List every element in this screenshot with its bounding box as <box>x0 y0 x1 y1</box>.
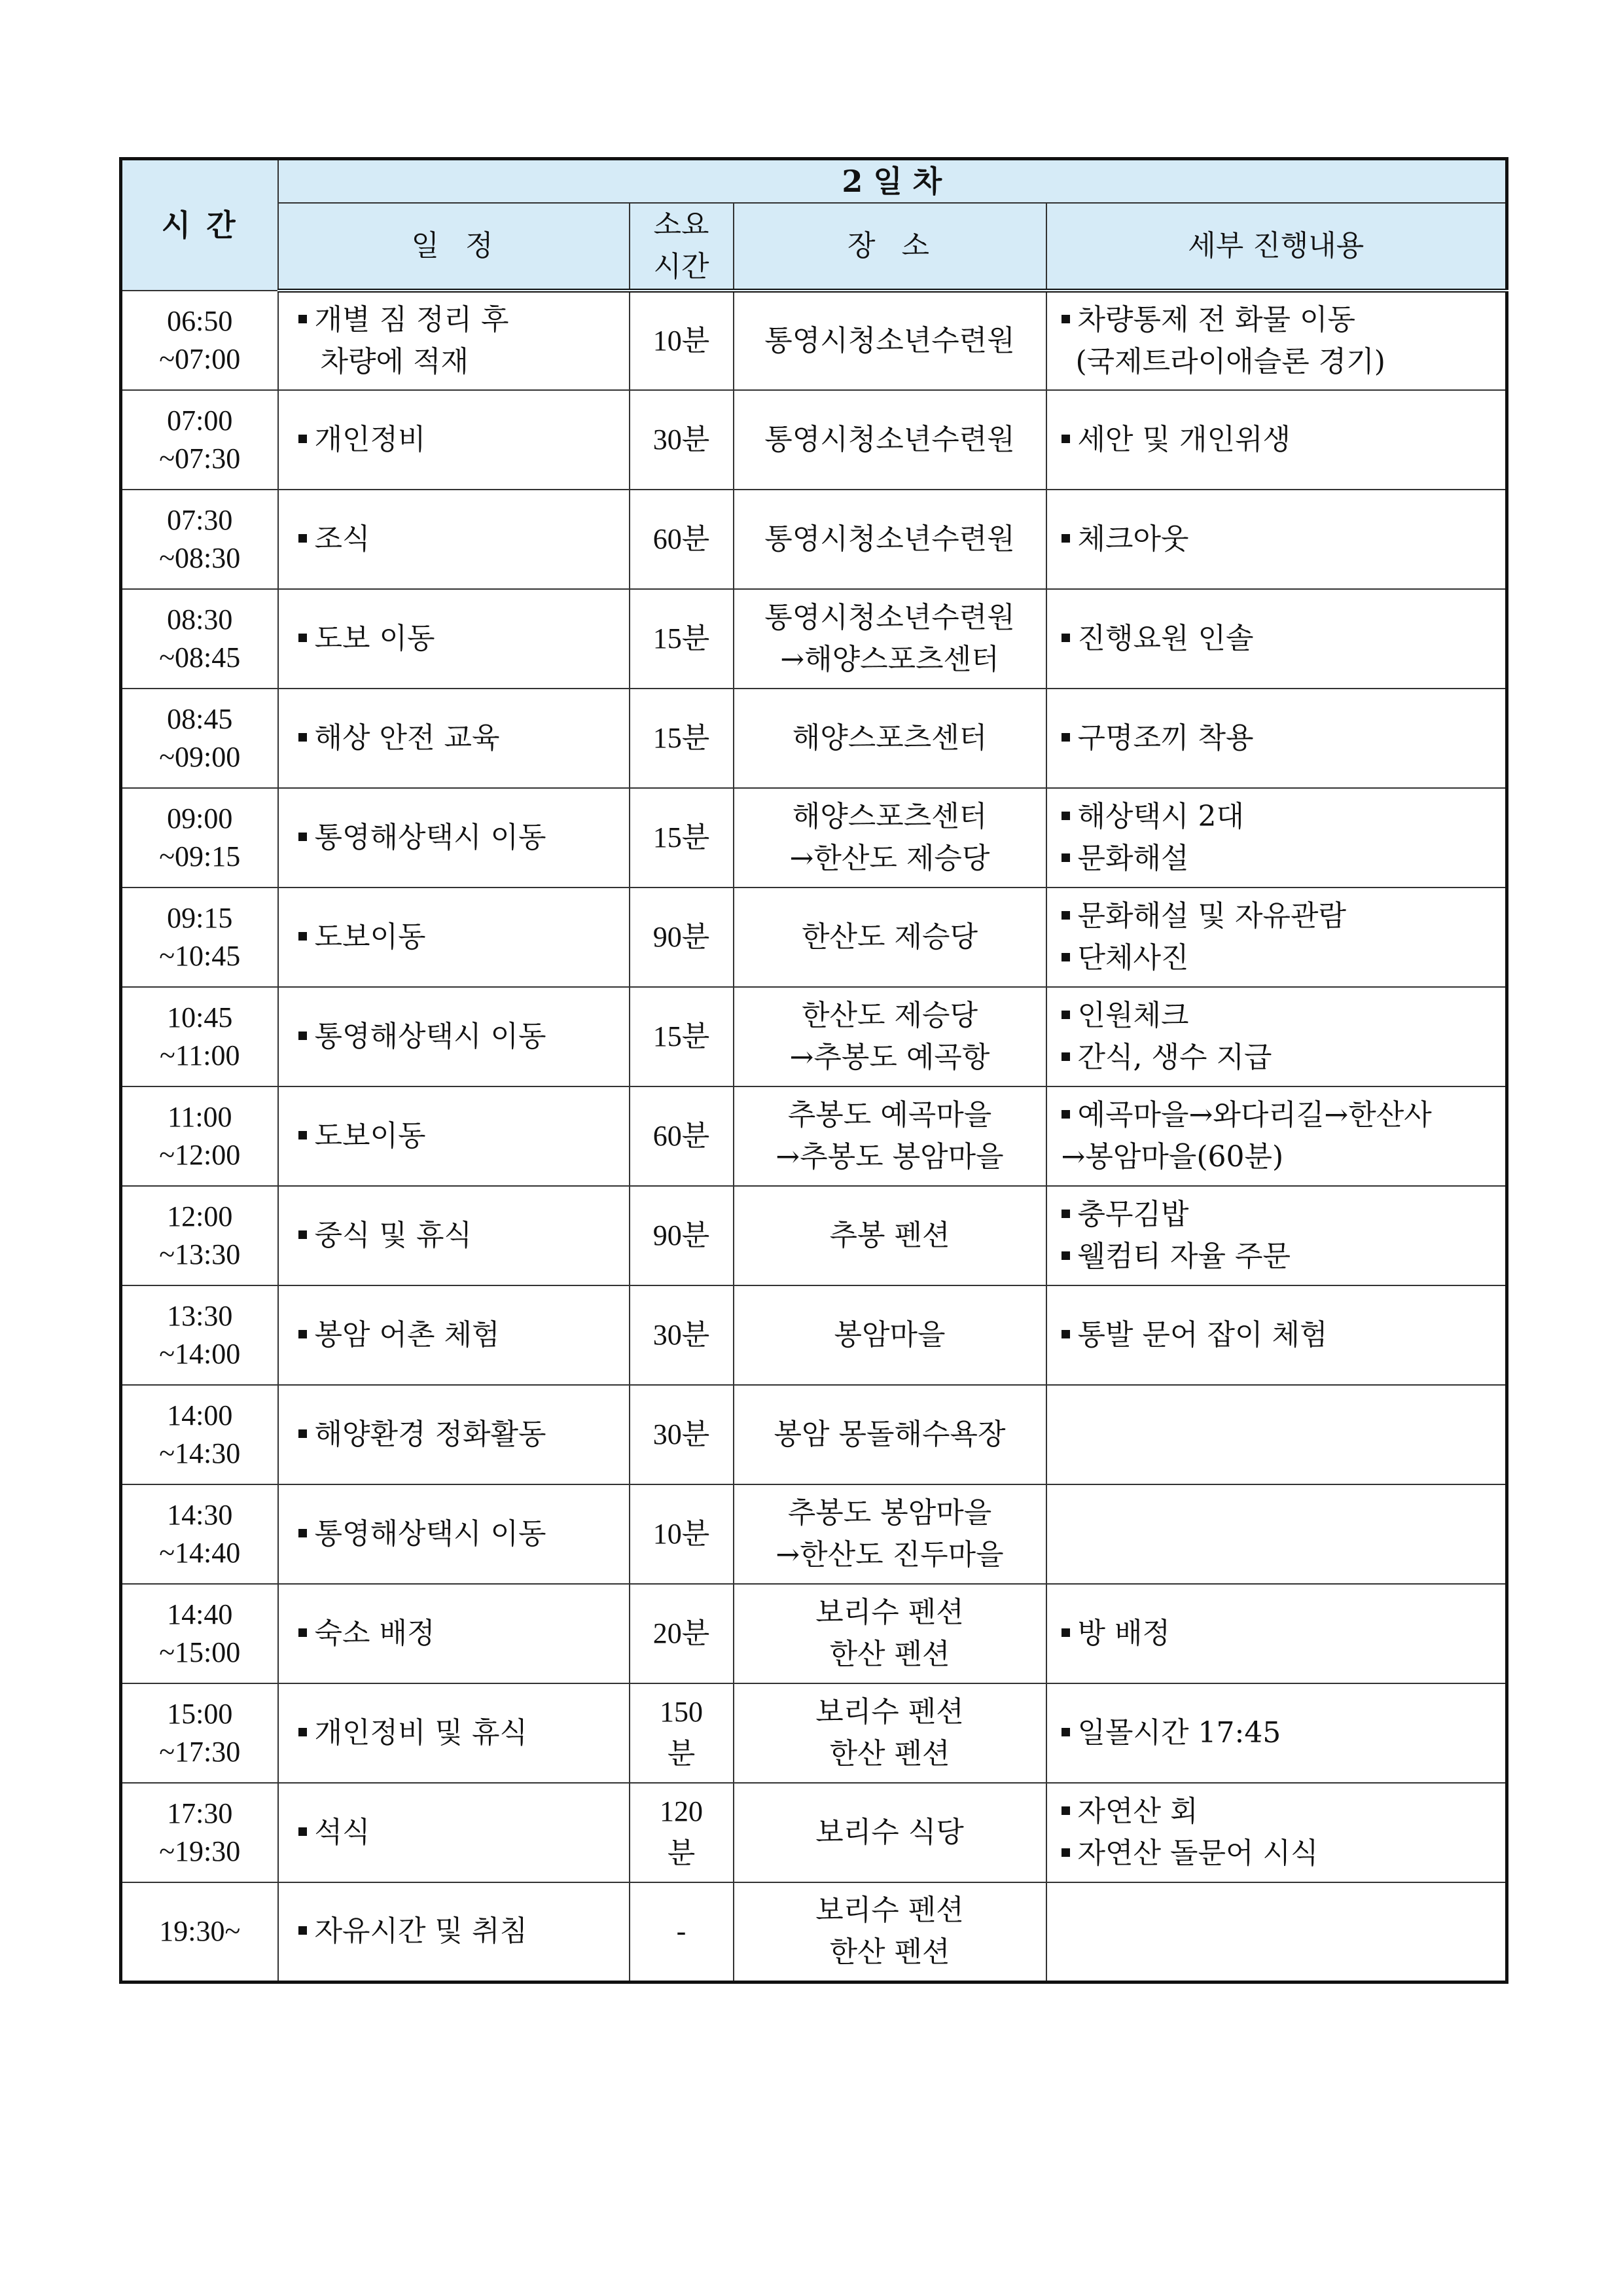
place-cell <box>734 888 1046 987</box>
duration-text: 15분 <box>652 622 710 655</box>
duration-unit: 분 <box>667 1738 696 1770</box>
square-bullet-icon <box>298 1529 307 1537</box>
detail-text-1: 인원체크 <box>1077 999 1189 1032</box>
schedule-text: 통영해상택시 이동 <box>314 1517 546 1551</box>
place-cell <box>734 589 1046 689</box>
time-end: ~10:45 <box>159 940 241 972</box>
time-start: 07:00 <box>167 404 233 437</box>
detail-text-1: 방 배정 <box>1077 1617 1170 1650</box>
time-end: ~08:30 <box>159 542 241 574</box>
duration-cell <box>630 1285 734 1385</box>
square-bullet-icon <box>298 733 307 742</box>
square-bullet-icon <box>298 1926 307 1935</box>
schedule-text: 통영해상택시 이동 <box>314 1020 546 1053</box>
time-cell <box>121 1783 278 1882</box>
place-cell <box>734 1882 1046 1982</box>
duration-cell <box>630 291 734 390</box>
square-bullet-icon <box>1061 1210 1070 1218</box>
detail-text-1: 구명조끼 착용 <box>1077 721 1254 755</box>
time-start: 06:50 <box>167 305 233 337</box>
square-bullet-icon <box>298 1728 307 1736</box>
duration-text: 90분 <box>652 1219 710 1251</box>
square-bullet-icon <box>298 534 307 543</box>
schedule-text: 개별 짐 정리 후 <box>314 303 509 336</box>
duration-cell <box>630 589 734 689</box>
time-cell <box>121 1186 278 1285</box>
square-bullet-icon <box>1061 1806 1070 1815</box>
table-row <box>121 1186 1507 1285</box>
detail-text-2: 문화해설 <box>1077 842 1189 875</box>
place-cell <box>734 788 1046 888</box>
time-start: 09:00 <box>167 802 233 834</box>
duration-text: 30분 <box>652 423 710 456</box>
schedule-text: 자유시간 및 취침 <box>314 1914 527 1948</box>
header-time: 시 간 <box>121 159 278 291</box>
schedule-text: 통영해상택시 이동 <box>314 821 546 854</box>
time-start: 13:30 <box>167 1300 233 1332</box>
place-text: 보리수 펜션 <box>815 1695 964 1729</box>
place-text: 통영시청소년수련원 <box>764 324 1015 357</box>
square-bullet-icon <box>298 1031 307 1040</box>
time-end: ~13:30 <box>159 1238 241 1270</box>
schedule-text: 도보이동 <box>314 1119 426 1153</box>
duration-text: 15분 <box>652 1020 710 1052</box>
duration-text: 10분 <box>652 1518 710 1550</box>
duration-text: 30분 <box>652 1418 710 1450</box>
duration-text: - <box>676 1915 687 1948</box>
time-start: 10:45 <box>167 1001 233 1033</box>
header-duration <box>630 203 734 291</box>
detail-text-1: 해상택시 2대 <box>1077 800 1244 833</box>
place-cell <box>734 1086 1046 1186</box>
time-start: 11:00 <box>167 1101 232 1133</box>
place-cell <box>734 1186 1046 1285</box>
detail-cell <box>1046 689 1507 788</box>
schedule-text: 개인정비 <box>314 423 426 456</box>
header-duration-line1: 소요 <box>653 208 709 242</box>
schedule-cell <box>278 1285 630 1385</box>
square-bullet-icon <box>1061 1848 1070 1857</box>
time-end: ~14:00 <box>159 1338 241 1370</box>
duration-text: 90분 <box>652 921 710 953</box>
place-text: 통영시청소년수련원 <box>764 423 1015 456</box>
time-cell <box>121 1086 278 1186</box>
time-cell <box>121 1484 278 1584</box>
time-cell <box>121 490 278 589</box>
table-row <box>121 1882 1507 1982</box>
time-end: ~08:45 <box>159 641 241 673</box>
schedule-cell <box>278 1385 630 1484</box>
duration-text: 15분 <box>652 722 710 754</box>
schedule-text-cont: 차량에 적재 <box>320 345 469 378</box>
detail-text-1: 자연산 회 <box>1077 1795 1198 1828</box>
table-row <box>121 788 1507 888</box>
detail-cell <box>1046 1584 1507 1683</box>
schedule-cell <box>278 1584 630 1683</box>
detail-text-1: 예곡마을→와다리길→한산사 <box>1077 1098 1432 1132</box>
duration-text: 120 <box>660 1795 703 1827</box>
place-text-cont: →한산도 진두마을 <box>776 1538 1004 1571</box>
time-end: ~14:40 <box>159 1537 241 1569</box>
place-text-cont: 한산 펜션 <box>829 1737 950 1770</box>
detail-cell <box>1046 788 1507 888</box>
time-cell <box>121 987 278 1086</box>
place-cell <box>734 987 1046 1086</box>
schedule-cell <box>278 1882 630 1982</box>
time-end: ~11:00 <box>160 1039 240 1071</box>
detail-text-1: 세안 및 개인위생 <box>1077 423 1291 456</box>
place-text: 추봉도 예곡마을 <box>787 1098 992 1132</box>
header-place-label: 장 소 <box>847 229 932 262</box>
square-bullet-icon <box>298 1628 307 1637</box>
detail-cell <box>1046 291 1507 390</box>
time-end: ~07:00 <box>159 343 241 375</box>
table-row <box>121 1484 1507 1584</box>
schedule-text: 도보이동 <box>314 920 426 954</box>
place-cell <box>734 1584 1046 1683</box>
place-text: 통영시청소년수련원 <box>764 522 1015 556</box>
square-bullet-icon <box>1061 1728 1070 1736</box>
time-cell <box>121 589 278 689</box>
square-bullet-icon <box>1061 315 1070 323</box>
place-cell <box>734 689 1046 788</box>
square-bullet-icon <box>298 1429 307 1438</box>
schedule-text: 석식 <box>314 1816 370 1849</box>
place-text: 해양스포츠센터 <box>792 800 988 833</box>
time-cell <box>121 1882 278 1982</box>
detail-text-1: 충무김밥 <box>1077 1198 1189 1231</box>
detail-text-2: (국제트라이애슬론 경기) <box>1075 345 1385 378</box>
duration-text: 150 <box>660 1696 703 1728</box>
place-text: 보리수 식당 <box>815 1816 964 1849</box>
duration-cell <box>630 689 734 788</box>
duration-text: 15분 <box>652 821 710 853</box>
duration-text: 60분 <box>652 523 710 555</box>
schedule-cell <box>278 589 630 689</box>
detail-cell <box>1046 1783 1507 1882</box>
time-start: 09:15 <box>167 902 233 934</box>
schedule-cell <box>278 490 630 589</box>
place-text: 통영시청소년수련원 <box>764 601 1015 634</box>
header-schedule <box>278 203 630 291</box>
square-bullet-icon <box>1061 1110 1070 1119</box>
header-day: 2 일 차 <box>278 159 1507 204</box>
schedule-cell <box>278 1783 630 1882</box>
place-text: 보리수 펜션 <box>815 1596 964 1629</box>
duration-text: 20분 <box>652 1617 710 1649</box>
time-start: 12:00 <box>167 1200 233 1232</box>
square-bullet-icon <box>298 1131 307 1139</box>
schedule-text: 개인정비 및 휴식 <box>314 1716 527 1749</box>
time-cell <box>121 1584 278 1683</box>
duration-cell <box>630 788 734 888</box>
time-start: 14:00 <box>167 1399 233 1431</box>
duration-cell <box>630 1584 734 1683</box>
place-text: 봉암 몽돌해수욕장 <box>774 1418 1006 1451</box>
detail-text-1: 일몰시간 17:45 <box>1077 1716 1281 1749</box>
time-end: ~09:15 <box>159 840 241 872</box>
place-cell <box>734 1484 1046 1584</box>
detail-cell <box>1046 589 1507 689</box>
detail-text-2: 단체사진 <box>1077 941 1189 975</box>
table-row <box>121 1783 1507 1882</box>
table-header <box>121 159 1507 291</box>
time-end: ~09:00 <box>159 741 241 773</box>
schedule-cell <box>278 1683 630 1783</box>
duration-cell <box>630 1086 734 1186</box>
table-row <box>121 1385 1507 1484</box>
place-text-cont: →해양스포츠센터 <box>780 643 999 676</box>
time-cell <box>121 689 278 788</box>
place-cell <box>734 1385 1046 1484</box>
schedule-cell <box>278 888 630 987</box>
schedule-text: 해양환경 정화활동 <box>314 1418 546 1451</box>
square-bullet-icon <box>1061 634 1070 642</box>
schedule-cell <box>278 987 630 1086</box>
time-start: 15:00 <box>167 1698 233 1730</box>
duration-text: 60분 <box>652 1120 710 1152</box>
detail-text-2: →봉암마을(60분) <box>1061 1140 1284 1174</box>
duration-cell <box>630 1484 734 1584</box>
time-end: ~07:30 <box>159 442 241 475</box>
header-schedule-label: 일 정 <box>411 229 496 262</box>
time-end: ~17:30 <box>159 1736 241 1768</box>
detail-text-1: 체크아웃 <box>1077 522 1189 556</box>
time-cell <box>121 1683 278 1783</box>
time-end: ~12:00 <box>159 1139 241 1171</box>
schedule-text: 조식 <box>314 522 370 556</box>
place-cell <box>734 1683 1046 1783</box>
place-cell <box>734 490 1046 589</box>
duration-cell <box>630 987 734 1086</box>
schedule-cell <box>278 291 630 390</box>
schedule-text: 중식 및 휴식 <box>314 1219 472 1252</box>
detail-text-2: 웰컴티 자율 주문 <box>1077 1240 1291 1273</box>
place-text-cont: 한산 펜션 <box>829 1638 950 1671</box>
place-cell <box>734 1285 1046 1385</box>
table-row <box>121 689 1507 788</box>
duration-cell <box>630 1882 734 1982</box>
schedule-sheet <box>119 157 1505 1984</box>
header-duration-line2: 시간 <box>653 250 709 283</box>
time-end: ~19:30 <box>159 1835 241 1867</box>
detail-cell <box>1046 490 1507 589</box>
square-bullet-icon <box>1061 435 1070 443</box>
time-start: 08:30 <box>167 603 233 636</box>
square-bullet-icon <box>1061 1628 1070 1637</box>
table-row <box>121 1285 1507 1385</box>
square-bullet-icon <box>1061 733 1070 742</box>
detail-text-2: 간식, 생수 지급 <box>1077 1041 1272 1074</box>
schedule-text: 숙소 배정 <box>314 1617 435 1650</box>
square-bullet-icon <box>298 435 307 443</box>
table-body <box>121 291 1507 1982</box>
time-cell <box>121 888 278 987</box>
place-text: 추봉 펜션 <box>829 1219 950 1252</box>
square-bullet-icon <box>1061 812 1070 820</box>
square-bullet-icon <box>1061 953 1070 961</box>
duration-cell <box>630 888 734 987</box>
square-bullet-icon <box>298 315 307 323</box>
place-text-cont: →한산도 제승당 <box>789 842 990 875</box>
detail-cell <box>1046 1086 1507 1186</box>
duration-cell <box>630 1783 734 1882</box>
schedule-cell <box>278 1186 630 1285</box>
square-bullet-icon <box>1061 1052 1070 1061</box>
table-row <box>121 1683 1507 1783</box>
detail-cell <box>1046 390 1507 490</box>
time-end: ~15:00 <box>159 1636 241 1668</box>
duration-cell <box>630 1385 734 1484</box>
square-bullet-icon <box>298 932 307 941</box>
duration-unit: 분 <box>667 1837 696 1869</box>
schedule-cell <box>278 1086 630 1186</box>
duration-cell <box>630 1186 734 1285</box>
place-cell <box>734 291 1046 390</box>
schedule-cell <box>278 1484 630 1584</box>
table-row <box>121 888 1507 987</box>
schedule-cell <box>278 788 630 888</box>
square-bullet-icon <box>298 833 307 841</box>
square-bullet-icon <box>1061 1011 1070 1019</box>
time-cell <box>121 788 278 888</box>
time-cell <box>121 1285 278 1385</box>
detail-text-2: 자연산 돌문어 시식 <box>1077 1837 1319 1870</box>
place-text-cont: 한산 펜션 <box>829 1935 950 1969</box>
table-row <box>121 987 1507 1086</box>
place-text: 해양스포츠센터 <box>792 721 988 755</box>
detail-cell <box>1046 1385 1507 1484</box>
table-row <box>121 1086 1507 1186</box>
square-bullet-icon <box>298 1230 307 1239</box>
time-start: 08:45 <box>167 703 233 735</box>
square-bullet-icon <box>298 1330 307 1338</box>
duration-text: 30분 <box>652 1319 710 1351</box>
place-text: 한산도 제승당 <box>801 920 978 954</box>
detail-cell <box>1046 1186 1507 1285</box>
square-bullet-icon <box>298 634 307 642</box>
time-start: 07:30 <box>167 504 233 536</box>
place-text: 보리수 펜션 <box>815 1893 964 1928</box>
place-text-cont: →추봉도 봉암마을 <box>776 1140 1004 1174</box>
detail-text-1: 차량통제 전 화물 이동 <box>1077 303 1355 336</box>
time-start: 14:30 <box>167 1499 233 1531</box>
time-start: 17:30 <box>167 1797 233 1829</box>
place-text: 봉암마을 <box>834 1318 946 1352</box>
time-cell <box>121 1385 278 1484</box>
table-row <box>121 589 1507 689</box>
place-text: 추봉도 봉암마을 <box>787 1496 992 1530</box>
time-start: 19:30~ <box>159 1915 241 1948</box>
table-row <box>121 490 1507 589</box>
square-bullet-icon <box>1061 911 1070 920</box>
place-cell <box>734 390 1046 490</box>
detail-cell <box>1046 987 1507 1086</box>
detail-text-1: 문화해설 및 자유관람 <box>1077 899 1347 933</box>
square-bullet-icon <box>1061 534 1070 543</box>
detail-cell <box>1046 1484 1507 1584</box>
table-row <box>121 291 1507 390</box>
detail-text-1: 통발 문어 잡이 체험 <box>1077 1318 1328 1352</box>
schedule-text: 도보 이동 <box>314 622 435 655</box>
time-cell <box>121 291 278 390</box>
schedule-table <box>119 157 1508 1984</box>
time-end: ~14:30 <box>159 1437 241 1469</box>
duration-cell <box>630 390 734 490</box>
square-bullet-icon <box>1061 1330 1070 1338</box>
schedule-text: 해상 안전 교육 <box>314 721 500 755</box>
time-cell <box>121 390 278 490</box>
detail-cell <box>1046 888 1507 987</box>
duration-cell <box>630 1683 734 1783</box>
header-detail: 세부 진행내용 <box>1046 203 1507 291</box>
schedule-cell <box>278 689 630 788</box>
detail-cell <box>1046 1882 1507 1982</box>
duration-cell <box>630 490 734 589</box>
duration-text: 10분 <box>652 325 710 357</box>
detail-cell <box>1046 1683 1507 1783</box>
square-bullet-icon <box>1061 853 1070 862</box>
schedule-cell <box>278 390 630 490</box>
detail-text-1: 진행요원 인솔 <box>1077 622 1254 655</box>
place-text-cont: →추봉도 예곡항 <box>789 1041 990 1074</box>
header-place <box>734 203 1046 291</box>
detail-cell <box>1046 1285 1507 1385</box>
table-row <box>121 390 1507 490</box>
square-bullet-icon <box>1061 1251 1070 1260</box>
place-text: 한산도 제승당 <box>801 999 978 1032</box>
place-cell <box>734 1783 1046 1882</box>
schedule-text: 봉암 어촌 체험 <box>314 1318 500 1352</box>
square-bullet-icon <box>298 1827 307 1836</box>
time-start: 14:40 <box>167 1598 233 1630</box>
table-row <box>121 1584 1507 1683</box>
